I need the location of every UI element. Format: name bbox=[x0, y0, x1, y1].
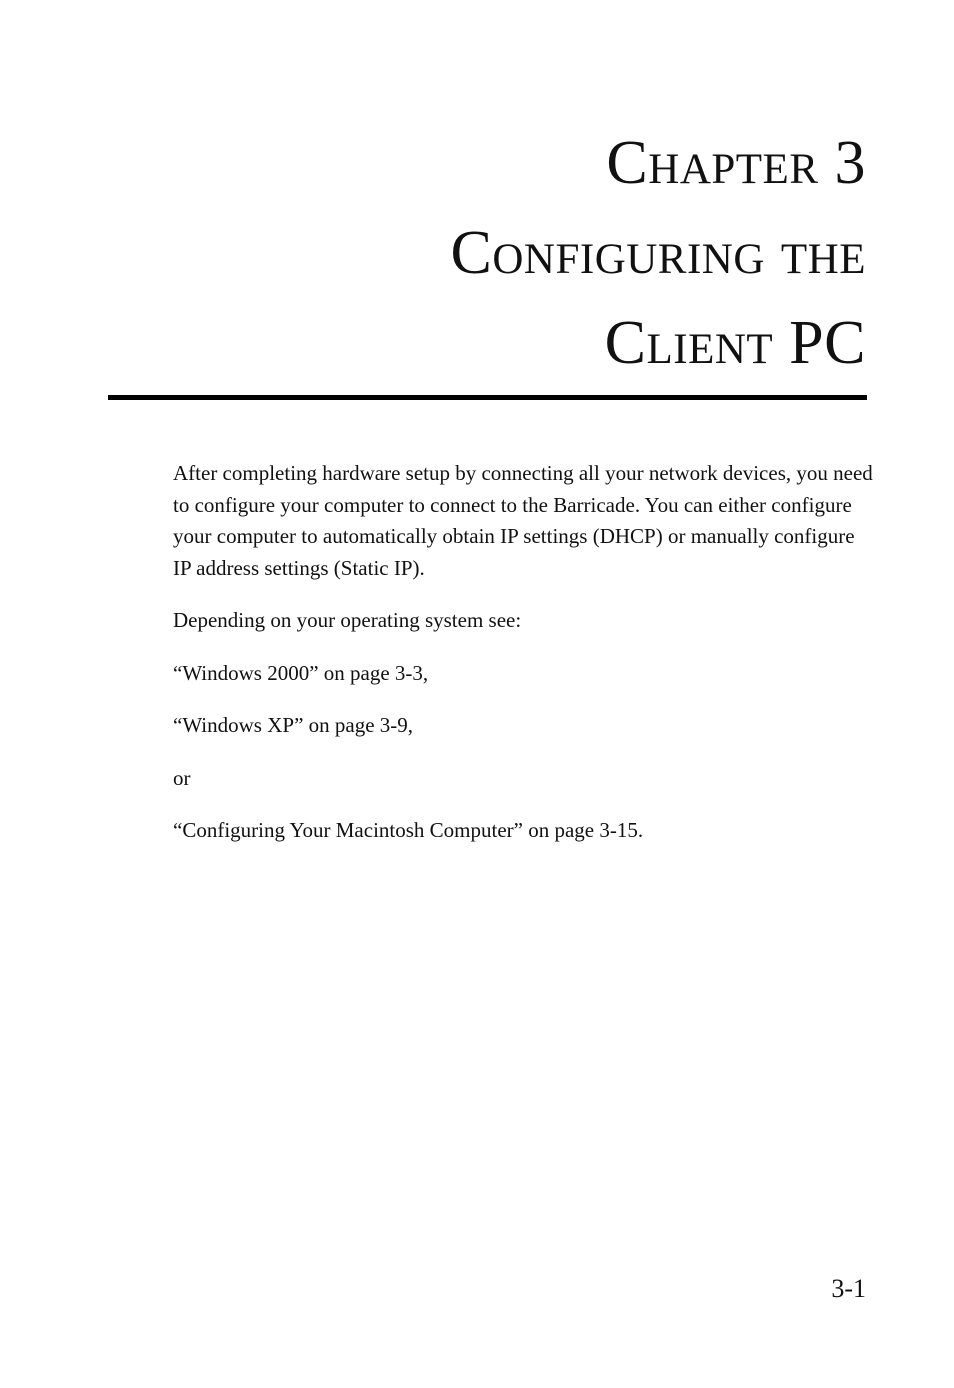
chapter-title bbox=[451, 118, 867, 388]
chapter-title-line-2: Client PC bbox=[604, 309, 866, 377]
windows-2000-reference[interactable]: “Windows 2000” on page 3-3, bbox=[173, 660, 429, 685]
intro-paragraph: After completing hardware setup by connecting all your network devices, you need to configure your computer to connect to the Barricade. You can either configure your computer to automatically obtain IP settings (DHCP) or manually configure IP address settings (Static IP). bbox=[173, 461, 873, 580]
chapter-body bbox=[173, 458, 873, 868]
page-number: 3-1 bbox=[831, 1274, 866, 1303]
or-text: or bbox=[173, 765, 191, 790]
chapter-title-line-1: Configuring the bbox=[450, 219, 866, 287]
os-selection-text: Depending on your operating system see: bbox=[173, 608, 522, 632]
windows-xp-reference[interactable]: “Windows XP” on page 3-9, bbox=[173, 713, 414, 737]
macintosh-reference[interactable]: “Configuring Your Macintosh Computer” on page 3-15. bbox=[173, 818, 644, 842]
chapter-number-heading: Chapter 3 bbox=[606, 129, 866, 197]
title-divider bbox=[108, 395, 867, 400]
